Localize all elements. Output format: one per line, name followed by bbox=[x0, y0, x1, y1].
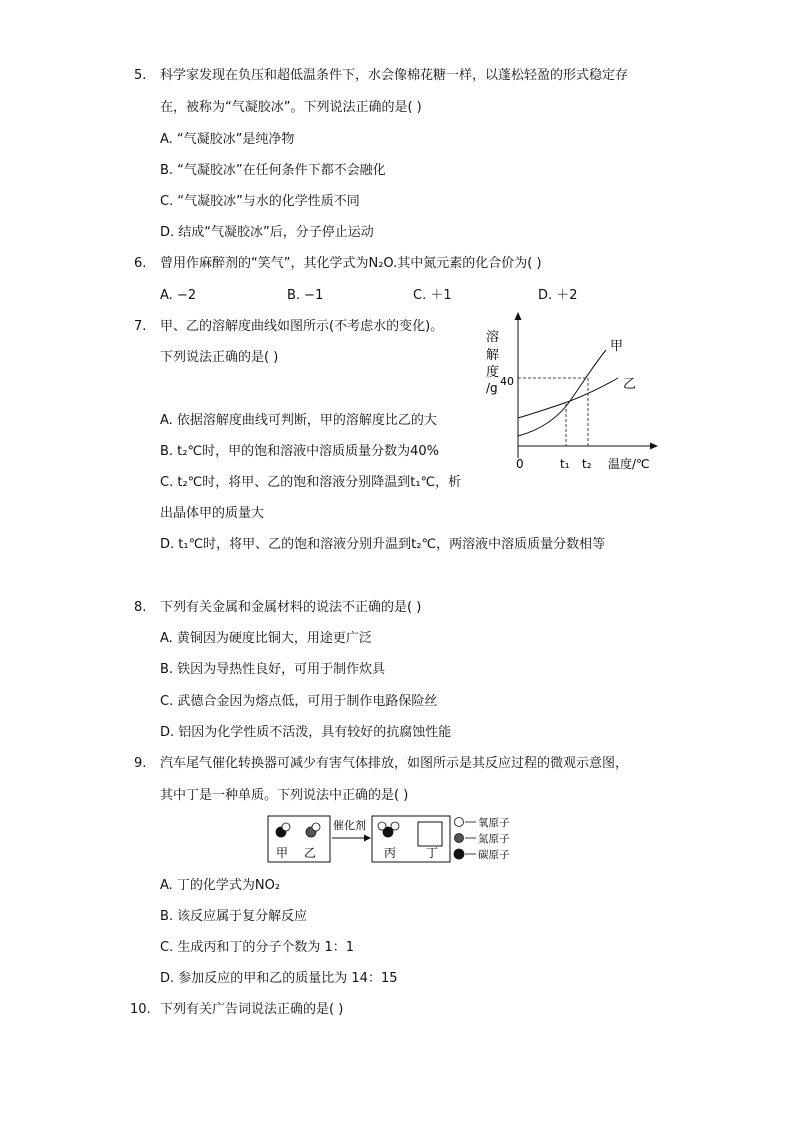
q7-option-b: B. t₂℃时，甲的饱和溶液中溶质质量分数为40% bbox=[160, 444, 439, 459]
label-t2: t₂ bbox=[582, 457, 592, 471]
q9-option-d: D. 参加反应的甲和乙的质量比为 14：15 bbox=[160, 971, 398, 986]
q6-option-a: A. −2 bbox=[160, 288, 197, 303]
legend-nitrogen-icon bbox=[455, 834, 464, 843]
bing-oxygen-atom-2 bbox=[391, 822, 399, 830]
legend-oxygen-label: 氧原子 bbox=[478, 817, 510, 829]
curve-yi bbox=[518, 378, 618, 418]
y-axis-label-2: 解 bbox=[486, 348, 500, 363]
y-axis-label-4: /g bbox=[486, 381, 498, 395]
solubility-curve-graph bbox=[478, 308, 668, 478]
x-axis-label: 温度/℃ bbox=[608, 457, 650, 471]
q9-option-b: B. 该反应属于复分解反应 bbox=[160, 909, 308, 924]
catalyst-label: 催化剂 bbox=[333, 819, 366, 832]
q5-option-b: B. “气凝胶冰”在任何条件下都不会融化 bbox=[160, 163, 386, 178]
curve-yi-label: 乙 bbox=[623, 377, 637, 392]
q9-stem-line1: 汽车尾气催化转换器可减少有害气体排放，如图所示是其反应过程的微观示意图， bbox=[160, 756, 629, 771]
curve-jia-label: 甲 bbox=[610, 339, 624, 354]
jia-oxygen-atom bbox=[282, 823, 290, 831]
q5-stem-line2: 在，被称为“气凝胶冰”。下列说法正确的是( ) bbox=[160, 100, 422, 115]
label-yi: 乙 bbox=[304, 846, 317, 860]
label-t1: t₁ bbox=[560, 457, 570, 471]
y-axis-arrow bbox=[515, 312, 522, 320]
q9-option-c: C. 生成丙和丁的分子个数为 1：1 bbox=[160, 940, 355, 955]
y-axis-label-1: 溶 bbox=[486, 330, 500, 345]
q5-option-d: D. 结成“气凝胶冰”后，分子停止运动 bbox=[160, 225, 374, 240]
q5-option-a: A. “气凝胶冰”是纯净物 bbox=[160, 132, 295, 147]
q7-stem-line1: 甲、乙的溶解度曲线如图所示(不考虑水的变化)。 bbox=[160, 319, 444, 334]
q6-option-d: D. ＋2 bbox=[538, 288, 578, 303]
q7-stem-line2: 下列说法正确的是( ) bbox=[160, 350, 279, 365]
q8-option-b: B. 铁因为导热性良好，可用于制作炊具 bbox=[160, 662, 386, 677]
y-axis-label-3: 度 bbox=[486, 365, 500, 380]
q8-option-d: D. 铝因为化学性质不活泼，具有较好的抗腐蚀性能 bbox=[160, 725, 452, 740]
q9-option-a: A. 丁的化学式为NO₂ bbox=[160, 878, 281, 893]
q5-stem-line1: 科学家发现在负压和超低温条件下，水会像棉花糖一样，以蓬松轻盈的形式稳定存 bbox=[160, 68, 629, 83]
q10-number: 10. bbox=[130, 1002, 151, 1017]
q5-option-c: C. “气凝胶冰”与水的化学性质不同 bbox=[160, 194, 360, 209]
label-ding: 丁 bbox=[426, 846, 439, 860]
label-bing: 丙 bbox=[384, 846, 397, 860]
reaction-micro-diagram bbox=[266, 813, 536, 865]
q7-number: 7. bbox=[134, 319, 147, 334]
curve-jia bbox=[518, 350, 606, 436]
q8-option-c: C. 武德合金因为熔点低，可用于制作电路保险丝 bbox=[160, 694, 438, 709]
q6-number: 6. bbox=[134, 256, 147, 271]
q6-stem: 曾用作麻醉剂的“笑气”，其化学式为N₂O.其中氮元素的化合价为( ) bbox=[160, 256, 542, 271]
ding-empty-box bbox=[418, 822, 442, 846]
q6-option-c: C. ＋1 bbox=[413, 288, 452, 303]
q7-option-a: A. 依据溶解度曲线可判断，甲的溶解度比乙的大 bbox=[160, 413, 437, 428]
q9-number: 9. bbox=[134, 756, 147, 771]
legend-carbon-icon bbox=[454, 849, 464, 859]
legend-carbon-label: 碳原子 bbox=[478, 849, 510, 861]
y-tick-40: 40 bbox=[500, 375, 514, 388]
q7-option-c-line1: C. t₂℃时，将甲、乙的饱和溶液分别降温到t₁℃，析 bbox=[160, 475, 462, 490]
q8-option-a: A. 黄铜因为硬度比铜大，用途更广泛 bbox=[160, 631, 372, 646]
legend-oxygen-icon bbox=[455, 818, 464, 827]
q7-option-d: D. t₁℃时，将甲、乙的饱和溶液分别升温到t₂℃，两溶液中溶质质量分数相等 bbox=[160, 537, 606, 552]
reaction-arrow-head bbox=[364, 835, 371, 842]
legend-nitrogen-label: 氮原子 bbox=[478, 833, 510, 845]
q10-stem: 下列有关广告词说法正确的是( ) bbox=[160, 1002, 344, 1017]
q8-stem: 下列有关金属和金属材料的说法不正确的是( ) bbox=[160, 600, 422, 615]
q8-number: 8. bbox=[134, 600, 147, 615]
q7-option-c-line2: 出晶体甲的质量大 bbox=[160, 506, 265, 521]
yi-oxygen-atom bbox=[312, 823, 320, 831]
bing-oxygen-atom-1 bbox=[378, 822, 386, 830]
label-origin: 0 bbox=[516, 457, 524, 471]
x-axis-arrow bbox=[650, 443, 658, 450]
q5-number: 5. bbox=[134, 68, 147, 83]
q9-stem-line2: 其中丁是一种单质。下列说法中正确的是( ) bbox=[160, 788, 409, 803]
label-jia: 甲 bbox=[276, 846, 289, 860]
q6-option-b: B. −1 bbox=[287, 288, 324, 303]
